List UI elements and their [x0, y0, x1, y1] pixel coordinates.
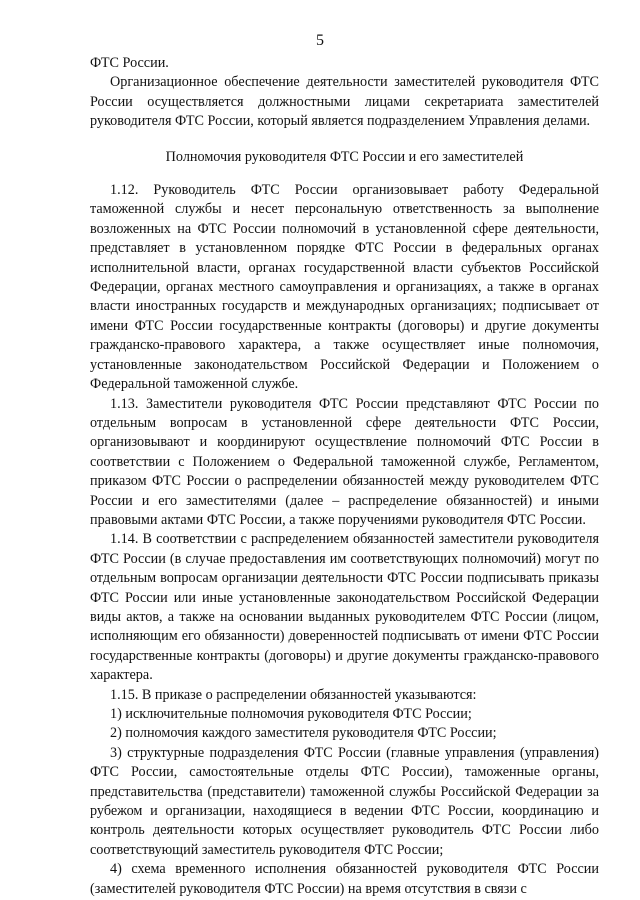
paragraph-continuation: ФТС России. [90, 55, 169, 71]
paragraph-1-14: 1.14. В соответствии с распределением обязанностей заместители руководителя ФТС России (в случае предоставления им соответствующих полномочий) могут по отдельным вопросам организации деятельности ФТС России подписывать приказы ФТС России или иные установленные законодательством Российской Федерации виды актов, а также на основании выданных руководителем ФТС России (лицом, исполняющим его обязанности) доверенностей подписывать от имени ФТС России государственные контракты (договоры) и другие документы гражданско-правового характера. [90, 531, 599, 684]
list-item-3: 3) структурные подразделения ФТС России (главные управления (управления) ФТС России, самостоятельные отделы ФТС России), таможенные органы, представительства (представители) таможенной службы Российской Федерации за рубежом и организации, находящиеся в ведении ФТС России, координацию и контроль деятельности которых осуществляет руководитель ФТС России либо соответствующий заместитель руководителя ФТС России; [90, 744, 599, 858]
paragraph-secretariat: Организационное обеспечение деятельности заместителей руководителя ФТС России осуществляется должностными лицами секретариата заместителей руководителя ФТС России, который является подразделением Управления делами. [90, 74, 599, 130]
page-number: 5 [316, 32, 324, 49]
section-heading: Полномочия руководителя ФТС России и его заместителей [165, 148, 524, 165]
list-item-2: 2) полномочия каждого заместителя руководителя ФТС России; [110, 725, 497, 742]
list-item-4: 4) схема временного исполнения обязанностей руководителя ФТС России (заместителей руководителя ФТС России) на время отсутствия в связи с [90, 861, 599, 897]
paragraph-1-13: 1.13. Заместители руководителя ФТС России представляют ФТС России по отдельным вопросам в установленной сфере деятельности ФТС России, организовывают и координируют осуществление полномочий ФТС России в соответствии с Положением о Федеральной таможенной службе, Регламентом, приказом ФТС России о распределении обязанностей между руководителем ФТС России и его заместителями (далее – распределение обязанностей) и иными правовыми актами ФТС России, а также поручениями руководителя ФТС России. [90, 395, 599, 528]
document-body [90, 54, 599, 899]
list-item-1: 1) исключительные полномочия руководителя ФТС России; [110, 706, 472, 722]
paragraph-1-15: 1.15. В приказе о распределении обязанностей указываются: [110, 686, 477, 703]
paragraph-1-12: 1.12. Руководитель ФТС России организовывает работу Федеральной таможенной службы и несет персональную ответственность за выполнение возложенных на ФТС России полномочий в установленной сфере деятельности, представляет в установленном порядке ФТС России в федеральных органах исполнительной власти, органах государственной власти субъектов Российской Федерации, органах местного самоуправления и организациях, а также в органах власти иностранных государств и международных организациях; подписывает от имени ФТС России государственные контракты (договоры) и другие документы гражданско-правового характера, а также осуществляет иные полномочия, установленные законодательством Российской Федерации и Положением о Федеральной таможенной службе. [90, 182, 599, 393]
